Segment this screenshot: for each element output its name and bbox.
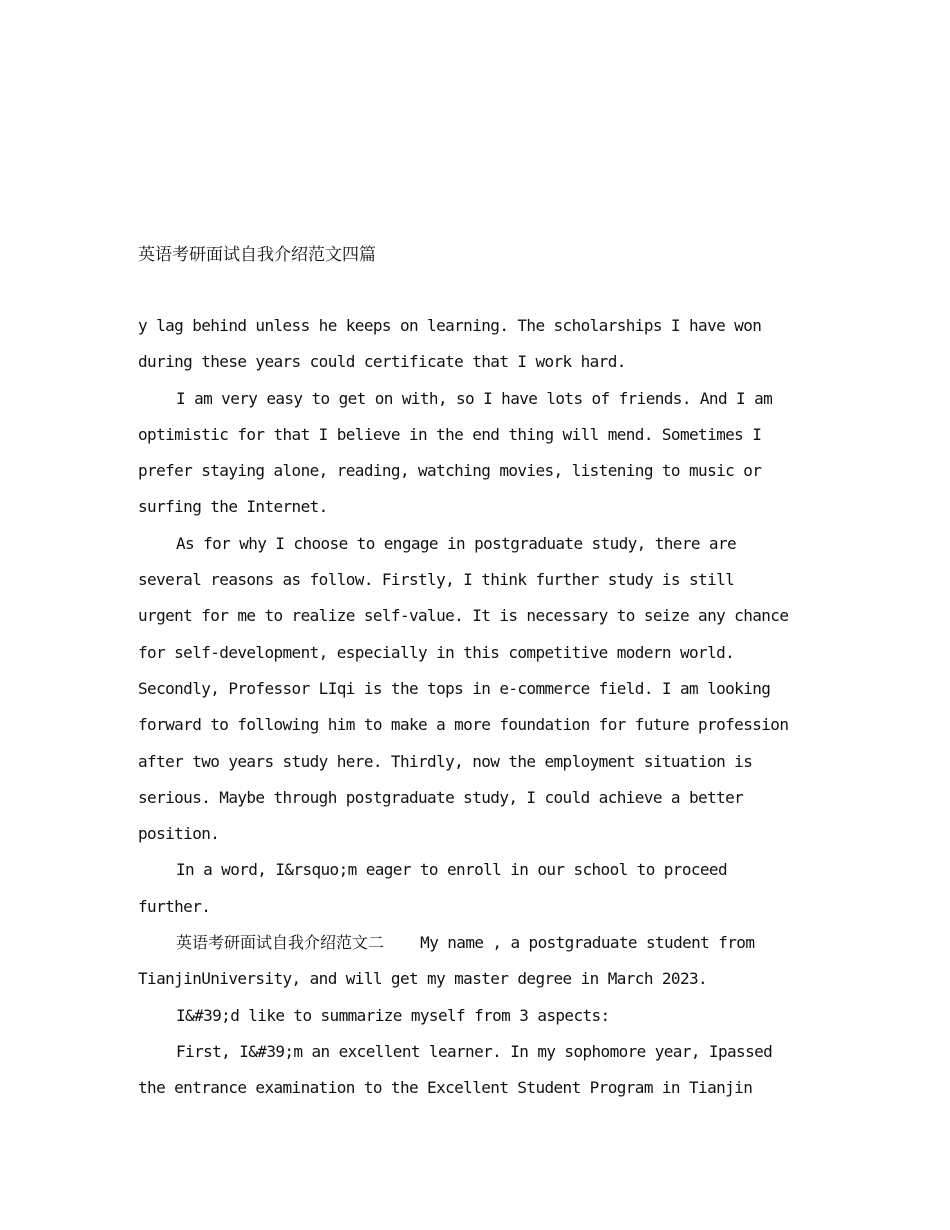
section-heading-line — [138, 925, 828, 961]
text-line: further. — [138, 896, 211, 916]
text-line: urgent for me to realize self-value. It is necessary to seize any chance — [138, 606, 789, 626]
text-line: First, I&#39;m an excellent learner. In my sophomore year, Ipassed — [176, 1041, 773, 1061]
text-line: y lag behind unless he keeps on learning. The scholarships I have won — [138, 316, 762, 335]
document-body — [138, 308, 828, 1107]
text-line: surfing the Internet. — [138, 497, 328, 517]
text-line: forward to following him to make a more foundation for future profession — [138, 715, 789, 735]
document-title: 英语考研面试自我介绍范文四篇 — [138, 245, 376, 265]
text-line: optimistic for that I believe in the end thing will mend. Sometimes I — [138, 424, 762, 444]
text-line: Secondly, Professor LIqi is the tops in e-commerce field. I am looking — [138, 678, 771, 698]
text-line: position. — [138, 824, 220, 844]
text-line: for self-development, especially in this competitive modern world. — [138, 642, 735, 662]
text-line: the entrance examination to the Excellent Student Program in Tianjin — [138, 1078, 753, 1098]
text-line: As for why I choose to engage in postgraduate study, there are — [176, 533, 737, 553]
text-line: prefer staying alone, reading, watching movies, listening to music or — [138, 461, 762, 481]
text-line: In a word, I&rsquo;m eager to enroll in our school to proceed — [176, 860, 728, 880]
text-line: serious. Maybe through postgraduate study, I could achieve a better — [138, 787, 744, 807]
text-line: TianjinUniversity, and will get my master degree in March 2023. — [138, 969, 708, 989]
text-line: I am very easy to get on with, so I have lots of friends. And I am — [176, 388, 773, 408]
text-line: several reasons as follow. Firstly, I think further study is still — [138, 570, 735, 590]
text-line: I&#39;d like to summarize myself from 3 aspects: — [176, 1005, 610, 1025]
text-line: My name , a postgraduate student from — [420, 933, 755, 953]
text-line: during these years could certificate that I work hard. — [138, 352, 626, 372]
section-heading: 英语考研面试自我介绍范文二 — [176, 933, 385, 953]
text-line: after two years study here. Thirdly, now the employment situation is — [138, 751, 753, 771]
